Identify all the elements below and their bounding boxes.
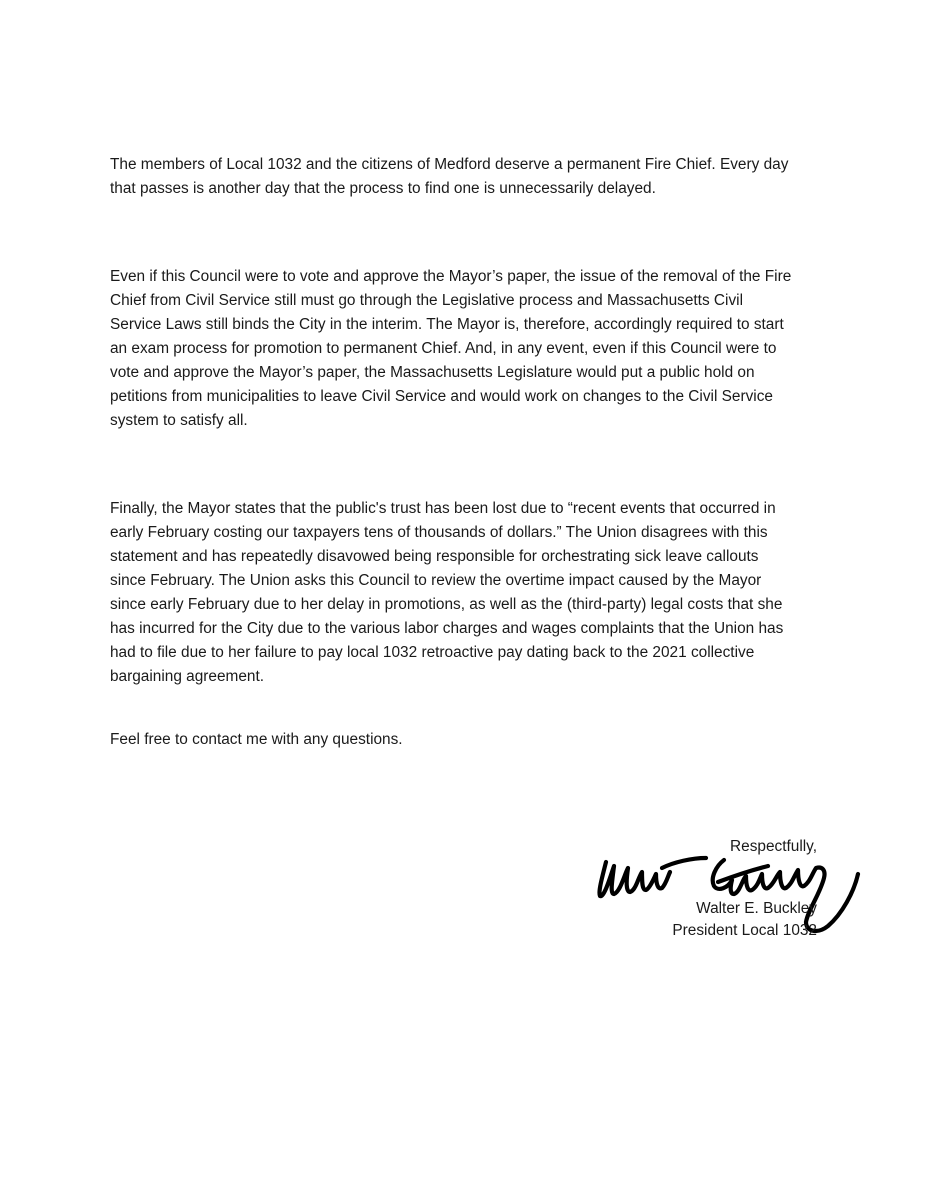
paragraph-line: early February costing our taxpayers tens of thousands of dollars.” The Union disagrees with this (110, 524, 768, 541)
paragraph-line: Feel free to contact me with any questions. (110, 731, 403, 748)
signer-title: President Local 1032 (672, 922, 817, 939)
paragraph-line: had to file due to her failure to pay local 1032 retroactive pay dating back to the 2021 collective (110, 644, 755, 661)
paragraph-line: that passes is another day that the process to find one is unnecessarily delayed. (110, 180, 656, 197)
paragraph-line: petitions from municipalities to leave Civil Service and would work on changes to the Civil Service (110, 388, 773, 405)
paragraph-line: an exam process for promotion to permanent Chief. And, in any event, even if this Council were to (110, 340, 777, 357)
closing-salutation: Respectfully, (730, 838, 817, 855)
paragraph-line: system to satisfy all. (110, 412, 248, 429)
paragraph-line: statement and has repeatedly disavowed being responsible for orchestrating sick leave callouts (110, 548, 759, 565)
paragraph-line: has incurred for the City due to the various labor charges and wages complaints that the Union has (110, 620, 784, 637)
paragraph-line: Chief from Civil Service still must go through the Legislative process and Massachusetts Civil (110, 292, 743, 309)
paragraph-line: The members of Local 1032 and the citizens of Medford deserve a permanent Fire Chief. Every day (110, 156, 789, 173)
signer-name: Walter E. Buckley (696, 900, 817, 917)
paragraph-line: vote and approve the Mayor’s paper, the Massachusetts Legislature would put a public hold on (110, 364, 755, 381)
paragraph-line: Service Laws still binds the City in the interim. The Mayor is, therefore, accordingly required to start (110, 316, 784, 333)
paragraph-4 (110, 728, 830, 752)
paragraph-line: since early February due to her delay in promotions, as well as the (third-party) legal costs that she (110, 596, 783, 613)
paragraph-2 (110, 265, 830, 433)
paragraph-1 (110, 153, 830, 201)
paragraph-line: Finally, the Mayor states that the public's trust has been lost due to “recent events that occurred in (110, 500, 776, 517)
paragraph-line: bargaining agreement. (110, 668, 265, 685)
paragraph-line: since February. The Union asks this Council to review the overtime impact caused by the Mayor (110, 572, 762, 589)
paragraph-3 (110, 497, 830, 689)
paragraph-line: Even if this Council were to vote and approve the Mayor’s paper, the issue of the removal of the Fire (110, 268, 792, 285)
